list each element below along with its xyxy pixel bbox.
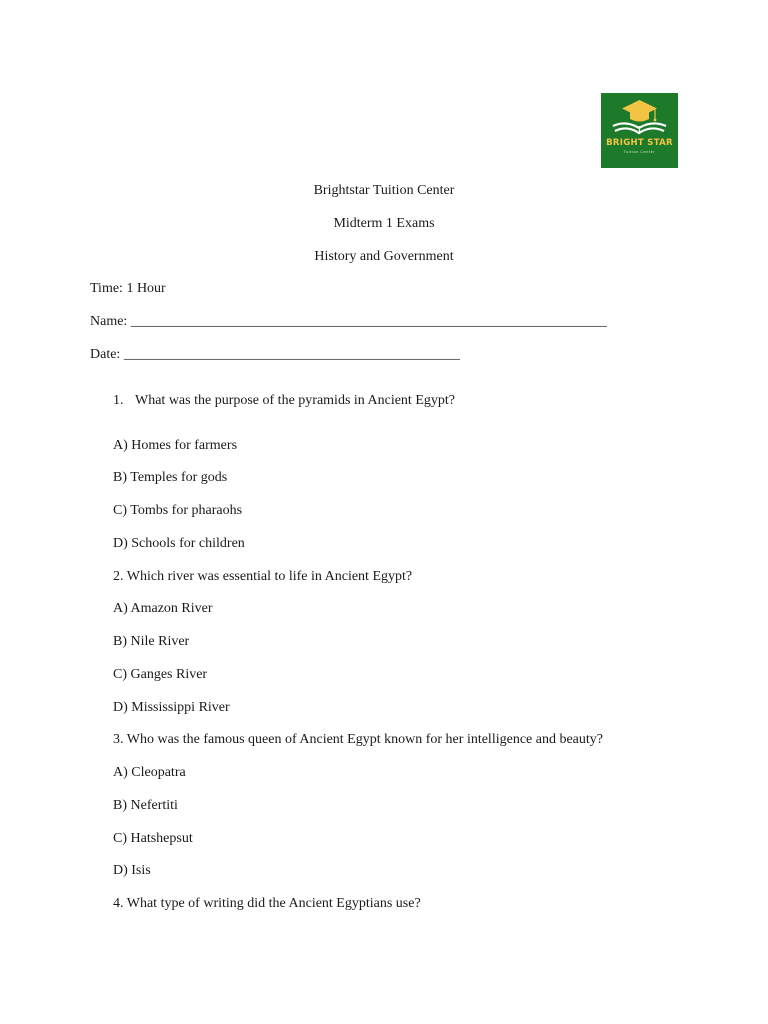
option-2b: B) Nile River [113,634,190,649]
option-3b: B) Nefertiti [113,798,178,813]
option-3d: D) Isis [113,863,151,878]
question-number: 1. [113,393,124,408]
exam-title: Midterm 1 Exams [333,216,435,231]
option-2a: A) Amazon River [113,601,213,616]
question-4: 4. What type of writing did the Ancient Egyptians use? [113,896,421,911]
option-2d: D) Mississippi River [113,700,230,715]
question-text: What was the purpose of the pyramids in Ancient Egypt? [135,393,455,408]
logo-wordmark: BRIGHT STAR [606,138,673,148]
question-1 [113,392,455,410]
date-field[interactable]: Date: ________________________________________________ [90,347,460,362]
logo-subtitle: Tuition Center [623,150,656,154]
graduation-cap-book-icon [601,93,678,168]
subject-title: History and Government [314,249,454,264]
question-3: 3. Who was the famous queen of Ancient Egypt known for her intelligence and beauty? [113,732,603,747]
time-label: Time: 1 Hour [90,281,166,296]
option-1c: C) Tombs for pharaohs [113,503,243,518]
option-1b: B) Temples for gods [113,470,228,485]
school-title: Brightstar Tuition Center [313,183,455,198]
option-1a: A) Homes for farmers [113,438,238,453]
option-1d: D) Schools for children [113,536,245,551]
name-field[interactable]: Name: ____________________________________________________________________ [90,314,607,329]
bright-star-logo [601,93,678,168]
option-2c: C) Ganges River [113,667,208,682]
question-2: 2. Which river was essential to life in Ancient Egypt? [113,569,413,584]
option-3a: A) Cleopatra [113,765,186,780]
option-3c: C) Hatshepsut [113,831,193,846]
